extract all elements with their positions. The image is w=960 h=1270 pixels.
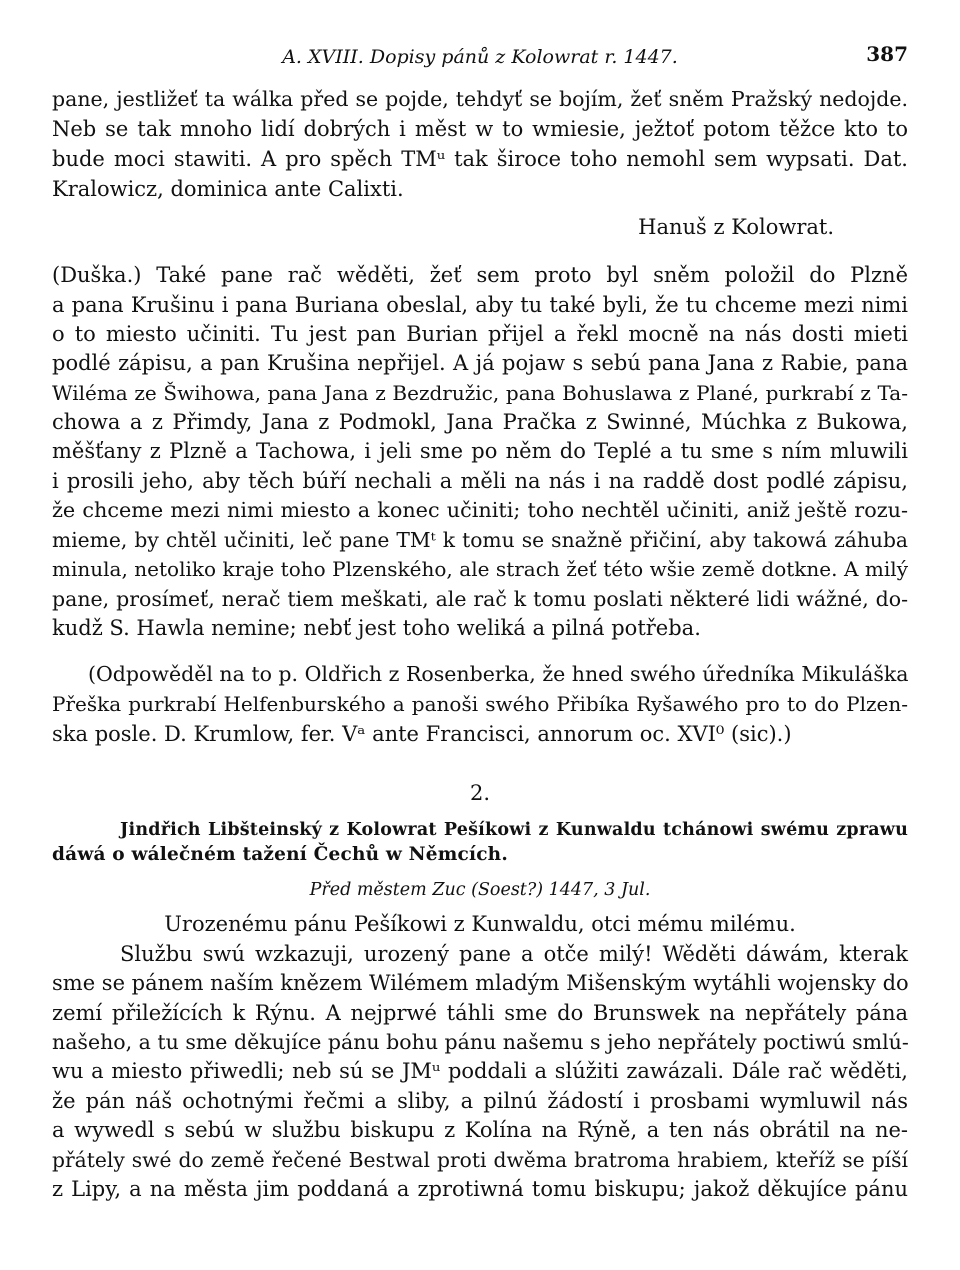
text-line: minula, netoliko kraje toho Plzenského, ale strach žeť této wšie země dotkne. A milý	[52, 557, 908, 581]
text-line: měšťany z Plzně a Tachowa, i jeli sme po něm do Teplé a tu sme s ním mluwili	[52, 439, 908, 463]
text-line: chowa a z Přimdy, Jana z Podmokl, Jana Pračka z Swinné, Múchka z Bukowa,	[52, 410, 908, 434]
running-header: A. XVIII. Dopisy pánů z Kolowrat r. 1447.	[282, 46, 678, 68]
text-line: mieme, by chtěl učiniti, leč pane TMᵗ k tomu se snažně přičiní, aby takowá záhuba	[52, 528, 908, 552]
text-line: že chceme mezi nimi miesto a konec učiniti; toho nechtěl učiniti, aniž ještě rozu-	[52, 498, 908, 522]
text-line: pane, jestližeť ta wálka před se pojde, tehdyť se bojím, žeť sněm Pražský nedojde.	[52, 87, 908, 111]
summary-line: dáwá o wálečném tažení Čechů w Němcích.	[52, 844, 508, 865]
text-line: o to miesto učiniti. Tu jest pan Burian přijel a řekl mocně na nás dosti mieti	[52, 322, 908, 346]
text-line: ska posle. D. Krumlow, fer. Vᵃ ante Francisci, annorum oc. XVI⁰ (sic).)	[52, 722, 792, 746]
text-line: (Duška.) Také pane rač wěděti, žeť sem proto byl sněm položil do Plzně	[52, 263, 908, 287]
section-number: 2.	[469, 781, 491, 805]
text-line: a wywedl s sebú w službu biskupu z Kolína na Rýně, a ten nás obrátil na ne-	[52, 1118, 908, 1142]
text-line: a pana Krušinu i pana Buriana obeslal, aby tu také byli, že tu chceme mezi nimi	[52, 293, 908, 317]
summary-line: Jindřich Libšteinský z Kolowrat Pešíkowi z Kunwaldu tchánowi swému zprawu	[120, 820, 908, 840]
text-line: přátely swé do země řečené Bestwal proti dwěma bratroma hrabiem, kteříž se píší	[52, 1148, 908, 1172]
text-line: bude moci stawiti. A pro spěch TMᵘ tak široce toho nemohl sem wypsati. Dat.	[52, 147, 908, 171]
text-line: zemí přiležících k Rýnu. A nejprwé táhli sme do Brunswek na nepřátely pána	[52, 1001, 908, 1025]
text-line: Wiléma ze Šwihowa, pana Jana z Bezdružic, pana Bohuslawa z Plané, purkrabí z Ta-	[52, 381, 908, 405]
text-line: z Lipy, a na města jim poddaná a zprotiwná tomu biskupu; jakož děkujíce pánu	[52, 1177, 908, 1201]
text-line: Neb se tak mnoho lidí dobrých i měst w to wmiesie, ježtoť potom těžce kto to	[52, 117, 908, 141]
text-line: i prosili jeho, aby těch búří nechali a měli na nás i na raddě dost podlé zápisu,	[52, 469, 908, 493]
dateline: Před městem Zuc (Soest?) 1447, 3 Jul.	[309, 880, 651, 900]
text-line: Službu swú wzkazuji, urozený pane a otče milý! Wěděti dáwám, kterak	[120, 942, 908, 966]
text-line: našeho, a tu sme děkujíce pánu bohu pánu našemu s jeho nepřátely poctiwú smlú-	[52, 1030, 909, 1054]
text-line: (Odpowěděl na to p. Oldřich z Rosenberka, že hned swého úředníka Mikuláška	[88, 662, 909, 686]
signature: Hanuš z Kolowrat.	[638, 215, 834, 239]
text-line: že pán náš ochotnými řečmi a sliby, a pilnú žádostí i prosbami wymluwil nás	[52, 1089, 908, 1113]
text-line: pane, prosímeť, nerač tiem meškati, ale rač k tomu poslati některé lidi wážné, do-	[52, 587, 908, 611]
text-line: kudž S. Hawla nemine; nebť jest toho weliká a pilná potřeba.	[52, 616, 701, 640]
text-line: Přeška purkrabí Helfenburského a panoši swého Přibíka Ryšawého pro to do Plzen-	[52, 692, 908, 716]
text-line: podlé zápisu, a pan Krušina nepřijel. A já pojaw s sebú pana Jana z Rabie, pana	[52, 351, 908, 375]
page-number: 387	[866, 42, 908, 66]
text-line: Kralowicz, dominica ante Calixti.	[52, 177, 404, 201]
text-line: wu a miesto přiwedli; neb sú se JMᵘ poddali a slúžiti zawázali. Dále rač wěděti,	[52, 1059, 908, 1083]
text-line: sme se pánem naším knězem Wilémem mladým Mišenským wytáhli wojensky do	[52, 971, 909, 995]
salutation: Urozenému pánu Pešíkowi z Kunwaldu, otci mému milému.	[164, 912, 796, 936]
